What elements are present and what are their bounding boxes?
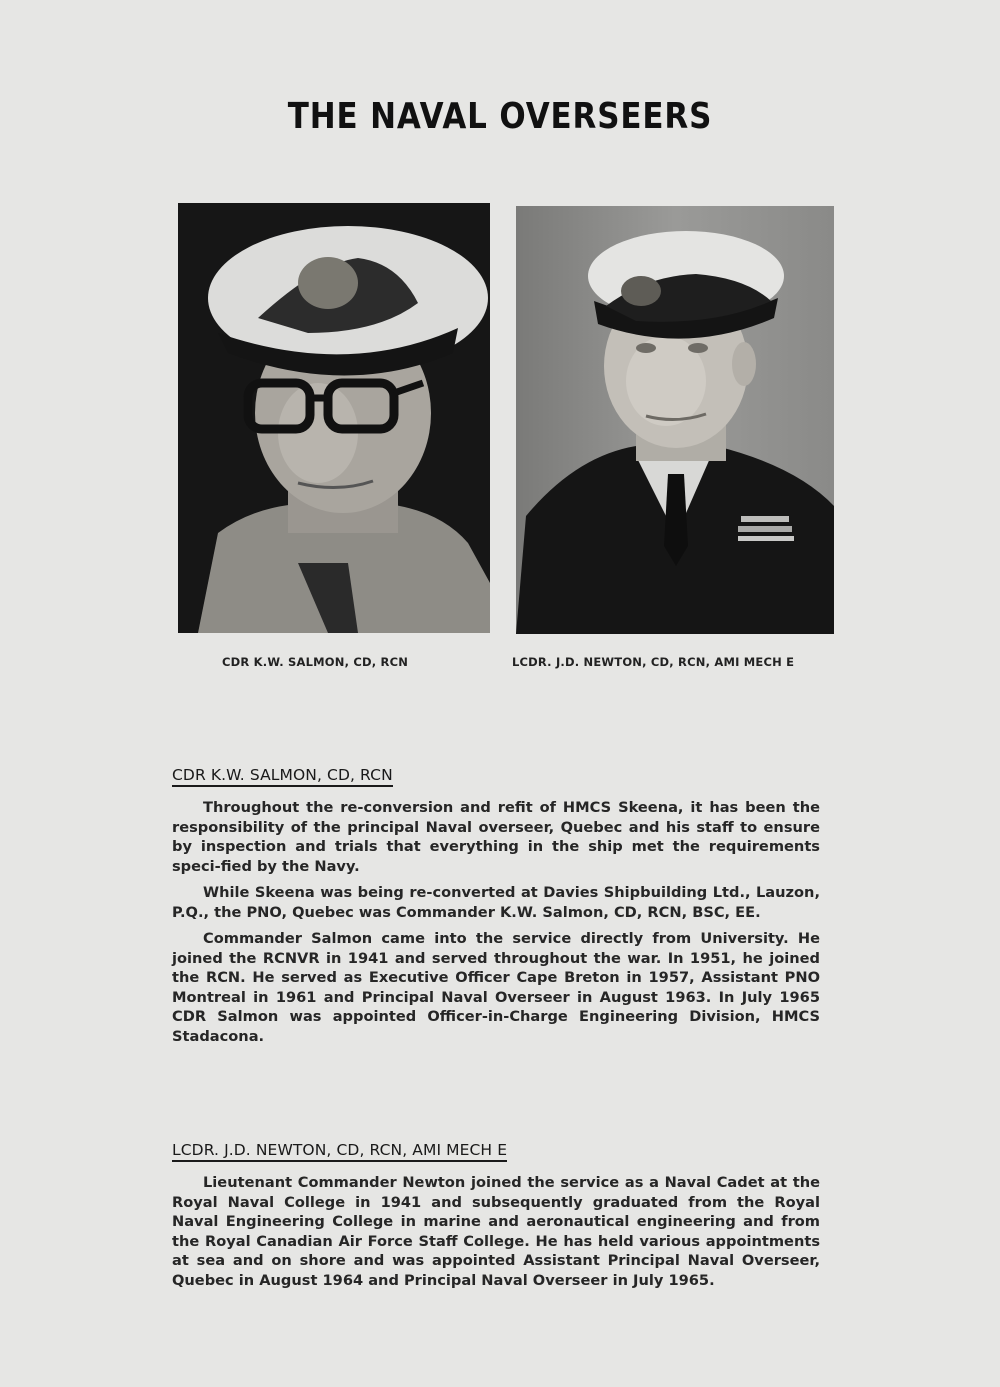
bio-paragraph: Commander Salmon came into the service directly from University. He joined the RCNVR in 1941 and served throughout the war. In 1951, he joined the RCN. He served as Executive Officer Cape Breton in 1957, Assistant PNO Montreal in 1961 and Principal Naval Overseer in August 1963. In July 1965 CDR Salmon was appointed Officer-in-Charge Engineering Division, HMCS Stadacona. <box>172 930 820 1045</box>
page-title: THE NAVAL OVERSEERS <box>287 96 713 137</box>
portrait-salmon-illustration <box>178 203 490 633</box>
section-heading: LCDR. J.D. NEWTON, CD, RCN, AMI MECH E <box>172 1141 507 1162</box>
bio-section-salmon <box>172 765 820 1053</box>
bio-paragraph: While Skeena was being re-converted at Davies Shipbuilding Ltd., Lauzon, P.Q., the PNO, Quebec was Commander K.W. Salmon, CD, RCN, BSC, EE. <box>172 884 820 921</box>
portrait-photo-newton <box>516 206 834 634</box>
portrait-newton-illustration <box>516 206 834 634</box>
section-heading: CDR K.W. SALMON, CD, RCN <box>172 766 393 787</box>
portrait-photo-salmon <box>178 203 490 633</box>
bio-paragraph: Lieutenant Commander Newton joined the service as a Naval Cadet at the Royal Naval College in 1941 and subsequently graduated from the Royal Naval Engineering College in marine and aeronautical engineering and from the Royal Canadian Air Force Staff College. He has held various appointments at sea and on shore and was appointed Assistant Principal Naval Overseer, Quebec in August 1964 and Principal Naval Overseer in July 1965. <box>172 1174 820 1289</box>
bio-paragraph: Throughout the re-conversion and refit of HMCS Skeena, it has been the responsibility of the principal Naval overseer, Quebec and his staff to ensure by inspection and trials that everything in the ship met the requirements speci-fied by the Navy. <box>172 799 820 875</box>
photo-caption-newton: LCDR. J.D. NEWTON, CD, RCN, AMI MECH E <box>512 655 795 669</box>
photo-caption-salmon: CDR K.W. SALMON, CD, RCN <box>222 655 409 669</box>
bio-section-newton <box>172 1140 820 1297</box>
